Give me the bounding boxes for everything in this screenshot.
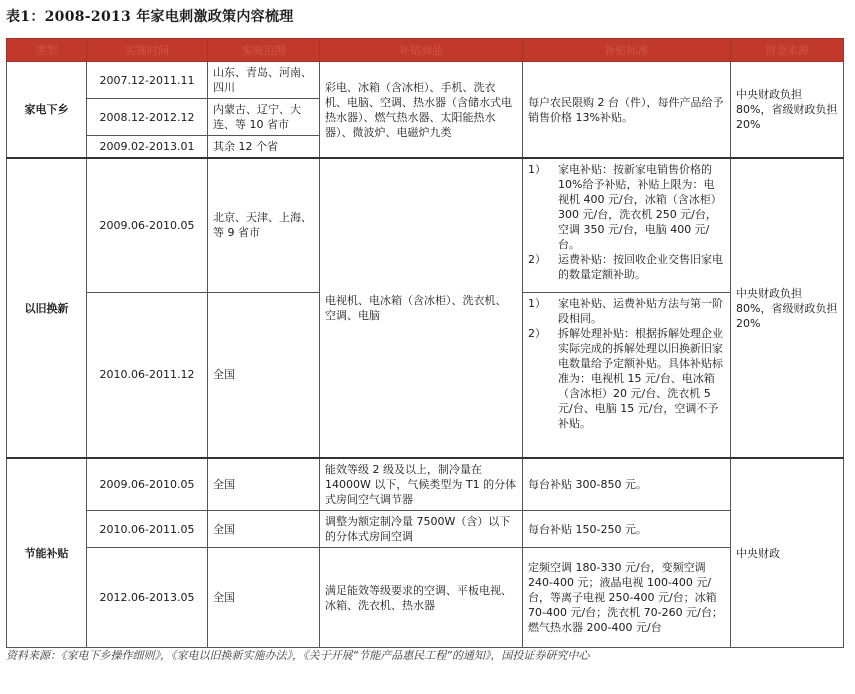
period-cell: 2012.06-2013.05 <box>87 548 208 648</box>
period-cell: 2008.12-2012.12 <box>87 99 208 136</box>
period-cell: 2010.06-2011.12 <box>87 292 208 458</box>
category-cell: 以旧换新 <box>7 158 87 458</box>
scope-cell: 内蒙古、辽宁、大连、等 10 省市 <box>208 99 320 136</box>
funding-cell: 中央财政负担 80%，省级财政负担 20% <box>731 158 844 458</box>
source-note: 资料来源：《家电下乡操作细则》，《家电以旧换新实施办法》，《关于开展“节能产品惠民工程”的通知》，国投证券研究中心 <box>6 649 590 662</box>
table-row <box>7 62 844 99</box>
scope-cell: 全国 <box>208 292 320 458</box>
period-cell: 2007.12-2011.11 <box>87 62 208 99</box>
table-row <box>7 511 844 548</box>
products-cell: 调整为额定制冷量 7500W（含）以下的分体式房间空调 <box>320 511 523 548</box>
header-row <box>7 39 844 62</box>
standard-cell: 每台补贴 150-250 元。 <box>523 511 731 548</box>
funding-cell: 中央财政负担 80%，省级财政负担 20% <box>731 62 844 159</box>
table-title: 表1：2008-2013 年家电刺激政策内容梳理 <box>6 9 294 25</box>
scope-cell: 全国 <box>208 511 320 548</box>
products-cell: 满足能效等级要求的空调、平板电视、冰箱、洗衣机、热水器 <box>320 548 523 648</box>
policy-table <box>6 38 844 648</box>
header-cell: 实施时间 <box>87 39 208 62</box>
header-cell: 实施范围 <box>208 39 320 62</box>
standard-cell <box>523 292 731 458</box>
period-cell: 2009.02-2013.01 <box>87 136 208 159</box>
table-row <box>7 158 844 292</box>
scope-cell: 山东、青岛、河南、四川 <box>208 62 320 99</box>
category-cell: 节能补贴 <box>7 458 87 648</box>
standard-cell: 定频空调 180-330 元/台，变频空调 240-400 元；液晶电视 100-400 元/台，等离子电视 250-400 元/台；冰箱 70-400 元/台；洗衣机 70-260 元/台；燃气热水器 200-400 元/台 <box>523 548 731 648</box>
list-item: 2） 运费补贴：按回收企业交售旧家电的数量定额补助。 <box>528 253 723 281</box>
table-row <box>7 458 844 511</box>
category-cell: 家电下乡 <box>7 62 87 159</box>
header-cell: 类型 <box>7 39 87 62</box>
list-item: 1） 家电补贴、运费补贴方法与第一阶段相同。 <box>528 296 723 325</box>
period-cell: 2009.06-2010.05 <box>87 158 208 292</box>
scope-cell: 其余 12 个省 <box>208 136 320 159</box>
standard-cell <box>523 158 731 292</box>
products-cell: 彩电、冰箱（含冰柜）、手机、洗衣机、电脑、空调、热水器（含储水式电热水器）、燃气热水器、太阳能热水器）、微波炉、电磁炉九类 <box>320 62 523 159</box>
header-cell: 补贴标准 <box>523 39 731 62</box>
list-item: 1） 家电补贴：按新家电销售价格的 10%给予补贴，补贴上限为：电视机 400 元/台，冰箱（含冰柜）300 元/台，洗衣机 250 元/台，空调 350 元/台，电脑 400 元/台。 <box>528 163 722 251</box>
table-row <box>7 548 844 648</box>
standard-cell: 每台补贴 300-850 元。 <box>523 458 731 511</box>
scope-cell: 全国 <box>208 548 320 648</box>
period-cell: 2009.06-2010.05 <box>87 458 208 511</box>
standard-cell: 每户农民限购 2 台（件），每件产品给予销售价格 13%补贴。 <box>523 62 731 159</box>
scope-cell: 北京、天津、上海、等 9 省市 <box>208 158 320 292</box>
products-cell: 电视机、电冰箱（含冰柜）、洗衣机、空调、电脑 <box>320 158 523 458</box>
products-cell: 能效等级 2 级及以上，制冷量在 14000W 以下，气候类型为 T1 的分体式房间空气调节器 <box>320 458 523 511</box>
header-cell: 资金来源 <box>731 39 844 62</box>
header-cell: 补贴商品 <box>320 39 523 62</box>
funding-cell: 中央财政 <box>731 458 844 648</box>
period-cell: 2010.06-2011.05 <box>87 511 208 548</box>
scope-cell: 全国 <box>208 458 320 511</box>
list-item: 2） 拆解处理补贴：根据拆解处理企业实际完成的拆解处理以旧换新旧家电数量给予定额补贴。具体补贴标准为：电视机 15 元/台、电冰箱（含冰柜）20 元/台、洗衣机 5 元/台、电脑 15 元/台，空调不予补贴。 <box>528 326 723 430</box>
